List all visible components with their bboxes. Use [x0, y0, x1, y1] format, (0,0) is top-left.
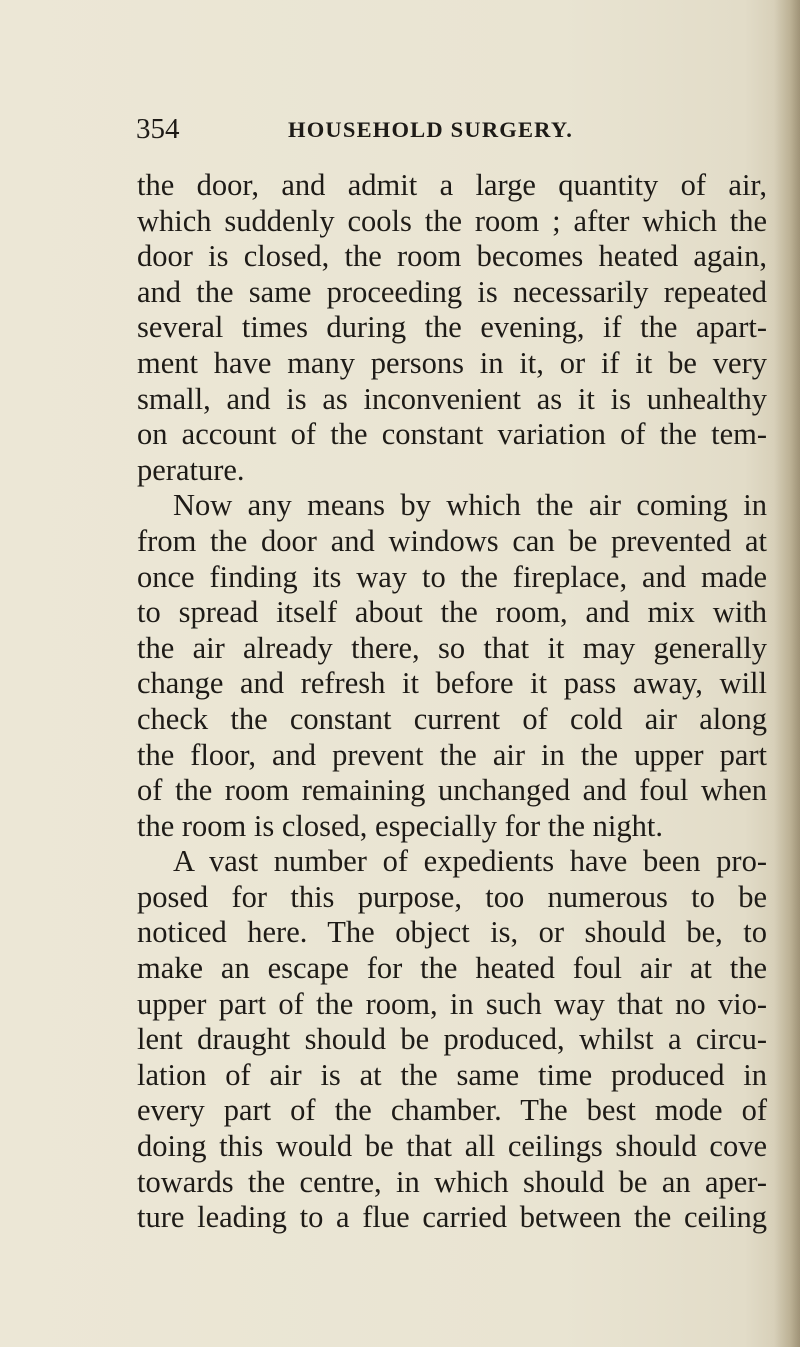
text-line: make an escape for the heated foul air at the: [137, 951, 767, 986]
running-title: HOUSEHOLD SURGERY.: [288, 117, 574, 142]
text-line: to spread itself about the room, and mix with: [137, 595, 767, 630]
text-line: A vast number of expedients have been pro-: [173, 844, 767, 879]
text-line: change and refresh it before it pass away, will: [137, 666, 767, 701]
text-line: upper part of the room, in such way that no vio-: [137, 986, 767, 1021]
text-line: check the constant current of cold air along: [137, 701, 767, 736]
text-line: the floor, and prevent the air in the upper part: [137, 737, 767, 772]
text-line: once finding its way to the fireplace, and made: [137, 559, 767, 594]
text-line: the room is closed, especially for the night.: [137, 808, 663, 843]
text-line: noticed here. The object is, or should be, to: [137, 915, 767, 950]
text-line: perature.: [137, 452, 245, 487]
text-line: every part of the chamber. The best mode of: [137, 1093, 767, 1128]
text-line: and the same proceeding is necessarily repeated: [137, 274, 767, 309]
text-line: towards the centre, in which should be an aper-: [137, 1164, 767, 1199]
page-number: 354: [136, 113, 180, 145]
text-line: small, and is as inconvenient as it is unhealthy: [137, 381, 767, 416]
text-line: from the door and windows can be prevented at: [137, 523, 767, 558]
page-header: [136, 112, 766, 152]
text-line: on account of the constant variation of the tem-: [137, 417, 767, 452]
text-line: ment have many persons in it, or if it be very: [137, 345, 767, 380]
text-line: posed for this purpose, too numerous to be: [137, 879, 767, 914]
text-line: of the room remaining unchanged and foul when: [137, 773, 767, 808]
text-line: the air already there, so that it may generally: [137, 630, 767, 665]
text-line: Now any means by which the air coming in: [173, 488, 767, 523]
text-line: several times during the evening, if the apart-: [137, 310, 767, 345]
page-edge-shadow: [774, 0, 800, 1347]
text-line: ture leading to a flue carried between the ceiling: [137, 1200, 767, 1235]
text-line: the door, and admit a large quantity of air,: [137, 168, 767, 202]
text-line: which suddenly cools the room ; after which the: [137, 203, 767, 238]
text-line: lation of air is at the same time produced in: [137, 1057, 767, 1092]
text-line: doing this would be that all ceilings should cove: [137, 1129, 767, 1164]
text-line: lent draught should be produced, whilst a circu-: [137, 1022, 767, 1057]
body-text: [137, 168, 767, 1236]
text-line: door is closed, the room becomes heated again,: [137, 239, 767, 274]
